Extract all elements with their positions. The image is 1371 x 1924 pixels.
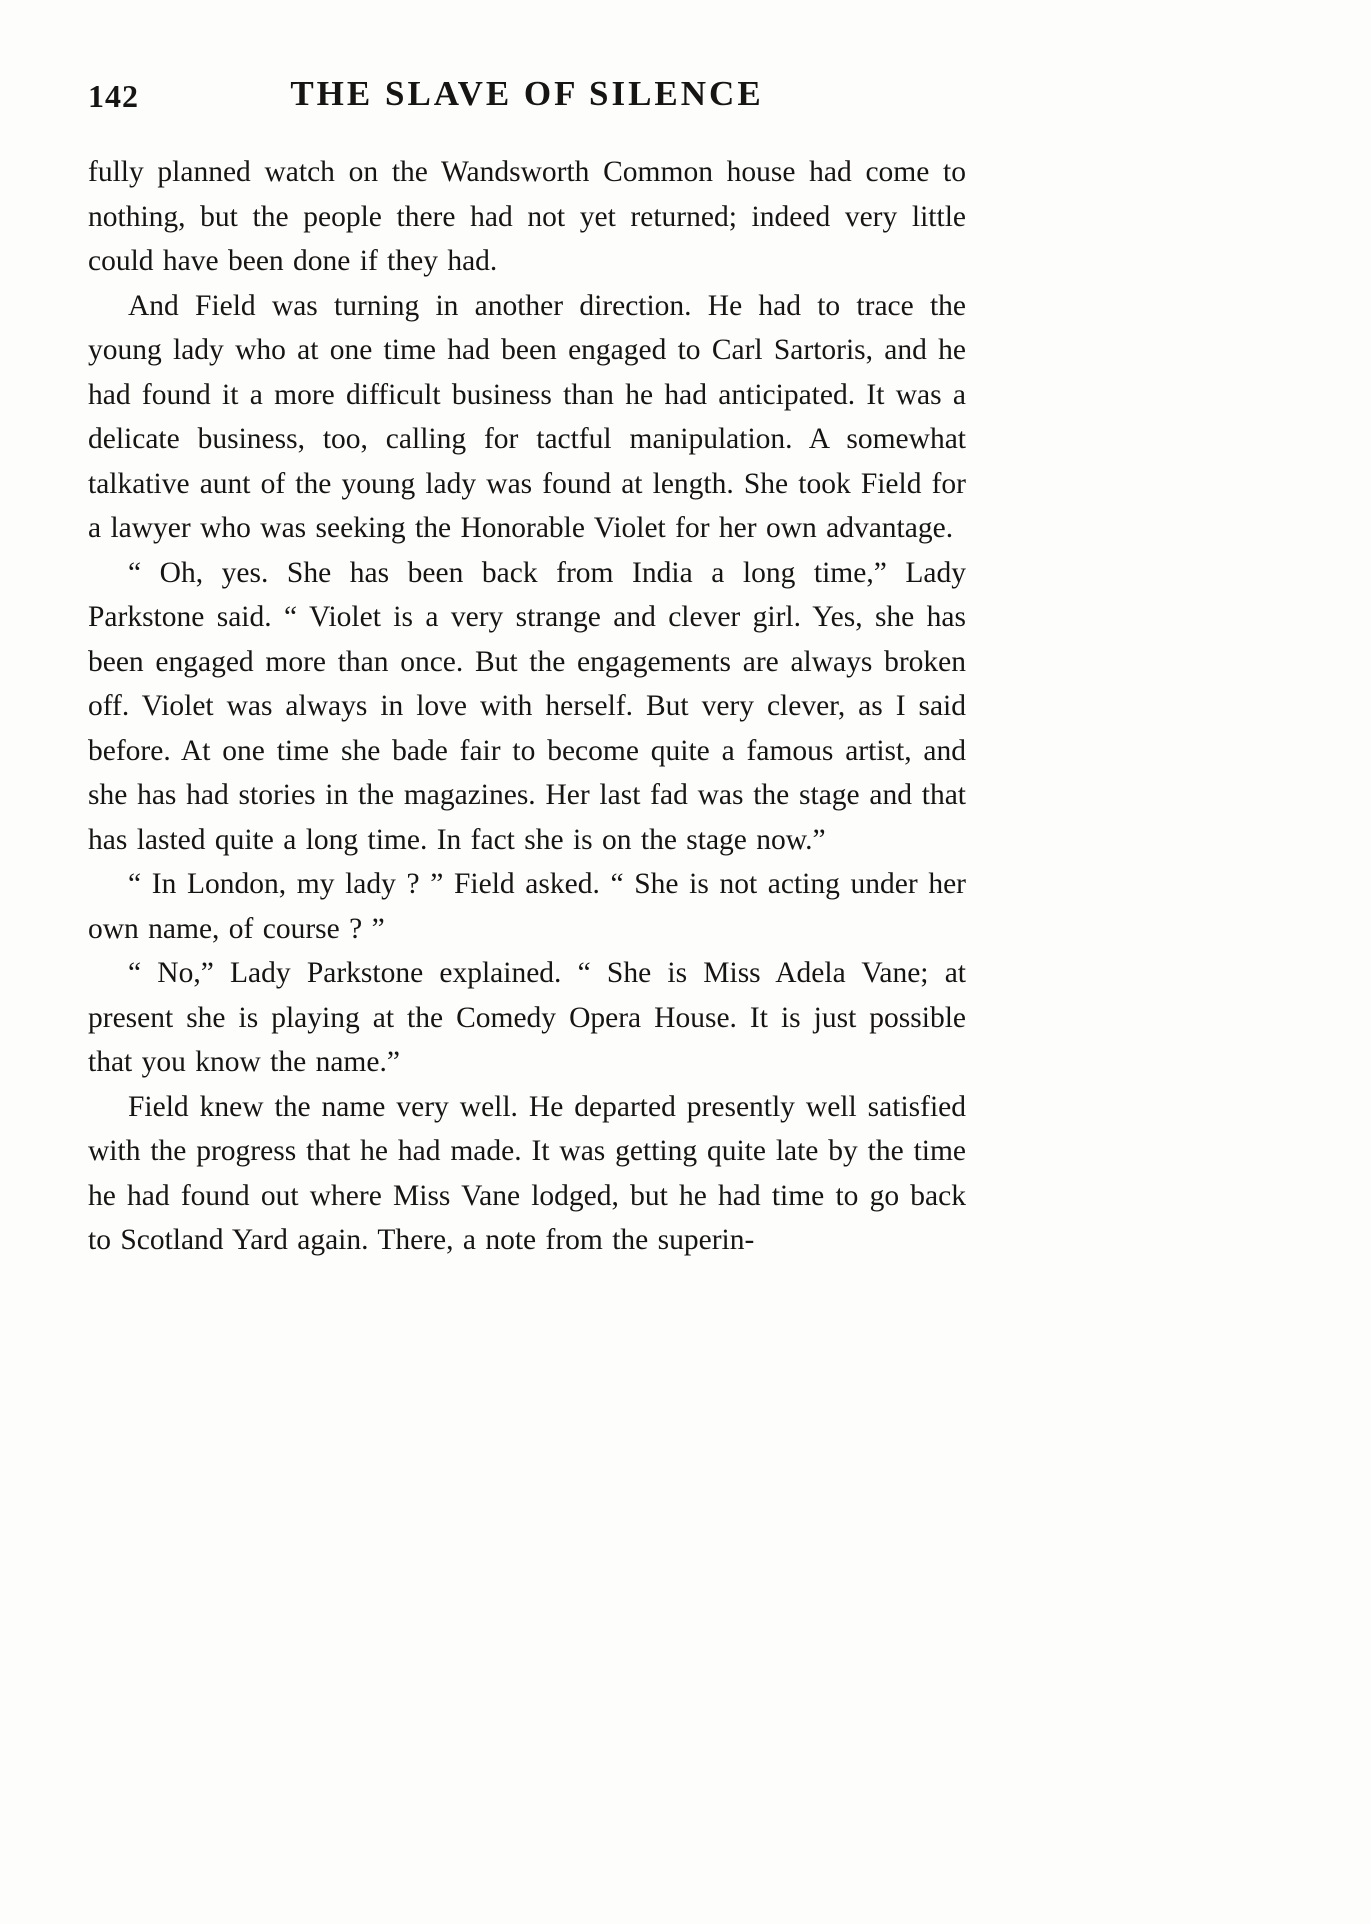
page-header — [88, 74, 966, 122]
paragraph: “ No,” Lady Parkstone explained. “ She is Miss Adela Vane; at present she is playing at the Comedy Opera House. It is just possible that you know the name.” — [88, 957, 966, 1078]
paragraph: fully planned watch on the Wandsworth Common house had come to nothing, but the people there had not yet returned; indeed very little could have been done if they had. — [88, 156, 966, 277]
running-title: THE SLAVE OF SILENCE — [290, 74, 764, 113]
paragraph: “ In London, my lady ? ” Field asked. “ She is not acting under her own name, of course ? ” — [88, 868, 966, 945]
paragraph: “ Oh, yes. She has been back from India a long time,” Lady Parkstone said. “ Violet is a very strange and clever girl. Yes, she has been engaged more than once. But the engagements are always broken off. Violet was always in love with herself. But very clever, as I said before. At one time she bade fair to become quite a famous artist, and she has had stories in the magazines. Her last fad was the stage and that has lasted quite a long time. In fact she is on the stage now.” — [88, 556, 966, 856]
text-block — [88, 150, 966, 1263]
paragraph: And Field was turning in another direction. He had to trace the young lady who at one time had been engaged to Carl Sartoris, and he had found it a more difficult business than he had anticipated. It was a delicate business, too, calling for tactful manipulation. A somewhat talkative aunt of the young lady was found at length. She took Field for a lawyer who was seeking the Honorable Violet for her own advantage. — [88, 289, 966, 544]
page-number: 142 — [88, 78, 139, 114]
paragraph: Field knew the name very well. He departed presently well satisfied with the progress that he had made. It was getting quite late by the time he had found out where Miss Vane lodged, but he had time to go back to Scotland Yard again. There, a note from the superin- — [88, 1090, 966, 1256]
